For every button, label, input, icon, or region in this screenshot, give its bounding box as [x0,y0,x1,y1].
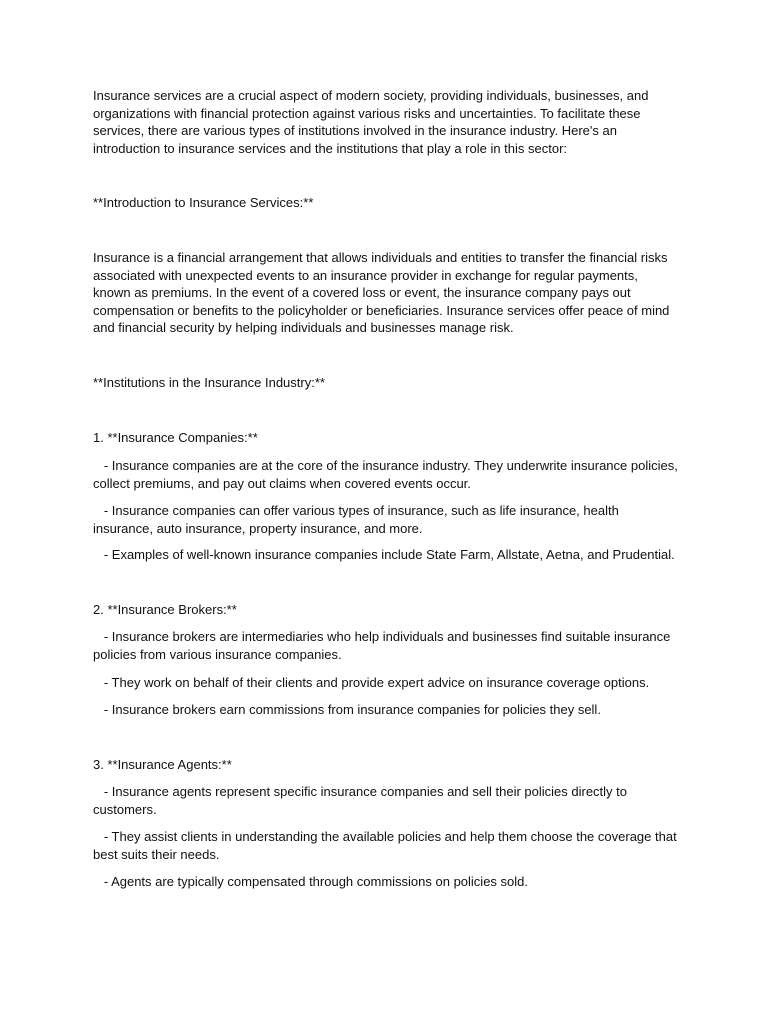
list-item: - Insurance brokers earn commissions from insurance companies for policies they sell. [93,702,601,717]
list-item: - Examples of well-known insurance companies include State Farm, Allstate, Aetna, and Prudential. [93,547,675,562]
list-item: - Agents are typically compensated through commissions on policies sold. [93,874,529,889]
section-heading-insurance-brokers: 2. **Insurance Brokers:** [93,602,237,617]
list-item: - Insurance agents represent specific insurance companies and sell their policies directly to customers. [93,784,631,817]
institutions-heading: **Institutions in the Insurance Industry:** [93,375,325,390]
intro-body-paragraph: Insurance is a financial arrangement that allows individuals and entities to transfer the financial risks associated with unexpected events to an insurance provider in exchange for regular payments, known as premiums. In the event of a covered loss or event, the insurance company pays out compensation or benefits to the policyholder or beneficiaries. Insurance services offer peace of mind and financial security by helping individuals and businesses manage risk. [93,250,674,335]
list-item: - They assist clients in understanding the available policies and help them choose the coverage that best suits their needs. [93,829,681,862]
section-heading-insurance-agents: 3. **Insurance Agents:** [93,757,232,772]
section-heading-insurance-companies: 1. **Insurance Companies:** [93,430,258,445]
intro-paragraph: Insurance services are a crucial aspect of modern society, providing individuals, businesses, and organizations with financial protection against various risks and uncertainties. To facilitate these services, there are various types of institutions involved in the insurance industry. Here's an introduction to insurance services and the institutions that play a role in this sector: [93,88,653,156]
list-item: - Insurance brokers are intermediaries who help individuals and businesses find suitable insurance policies from various insurance companies. [93,629,675,662]
list-item: - Insurance companies are at the core of the insurance industry. They underwrite insurance policies, collect premiums, and pay out claims when covered events occur. [93,458,682,491]
list-item: - Insurance companies can offer various types of insurance, such as life insurance, health insurance, auto insurance, property insurance, and more. [93,503,623,536]
intro-heading: **Introduction to Insurance Services:** [93,195,314,210]
list-item: - They work on behalf of their clients and provide expert advice on insurance coverage options. [93,675,650,690]
